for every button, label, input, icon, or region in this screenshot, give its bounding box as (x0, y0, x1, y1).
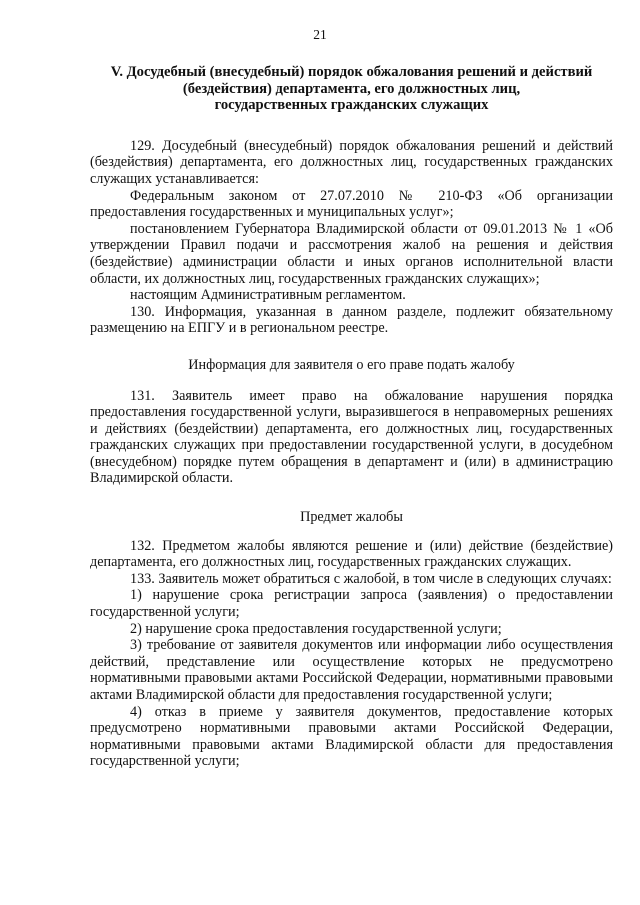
paragraph-133: 133. Заявитель может обратиться с жалобой, в том числе в следующих случаях: (130, 570, 612, 587)
list-item-4: 4) отказ в приеме у заявителя документов, предоставление которых предусмотрено нормативными правовыми актами Российской Федерации, нормативными правовыми актами Владимирской области для предоставления государственной услуги; (90, 703, 613, 770)
subheading-complaint-subject: Предмет жалобы (300, 509, 403, 526)
list-item-1: 1) нарушение срока регистрации запроса (заявления) о предоставлении государственной услуги; (90, 587, 613, 621)
paragraph-regulation: настоящим Административным регламентом. (130, 287, 406, 304)
list-item-3: 3) требование от заявителя документов или информации либо осуществления действий, представление или осуществление которых не предусмотрено нормативными правовыми актами Российской Федерации, нормативными правовыми актами Владимирской области для предоставления государственной услуги; (90, 637, 613, 703)
section-title (90, 64, 613, 114)
page-number: 21 (313, 27, 327, 42)
list-item-2: 2) нарушение срока предоставления государственной услуги; (130, 620, 502, 637)
paragraph-131: 131. Заявитель имеет право на обжалование нарушения порядка предоставления государственной услуги, выразившегося в неправомерных решениях и действиях (бездействии) департамента, его должностных лиц, государственных гражданских служащих при предоставлении государственной услуги, в досудебном (внесудебном) порядке путем обращения в департамент и (или) в администрацию Владимирской области. (90, 387, 613, 487)
section-title-line: V. Досудебный (внесудебный) порядок обжалования решений и действий (110, 64, 593, 80)
page-body (90, 64, 613, 770)
paragraph-130: 130. Информация, указанная в данном разделе, подлежит обязательному размещению на ЕПГУ и в региональном реестре. (90, 303, 613, 337)
appeal-procedure-block (90, 138, 613, 337)
right-to-complain-block (90, 388, 613, 488)
complaint-subject-block (90, 538, 613, 770)
subheading-right-to-complain: Информация для заявителя о его праве подать жалобу (188, 356, 515, 373)
paragraph-governor-decree: постановлением Губернатора Владимирской области от 09.01.2013 № 1 «Об утверждении Правил подачи и рассмотрения жалоб на решения и действия (бездействие) администрации области и иных органов исполнительной власти области, их должностных лиц, государственных гражданских служащих»; (90, 220, 613, 287)
paragraph-federal-law: Федеральным законом от 27.07.2010 № 210-ФЗ «Об организации предоставления государственных и муниципальных услуг»; (90, 187, 613, 221)
paragraph-132: 132. Предметом жалобы являются решение и (или) действие (бездействие) департамента, его должностных лиц, государственных гражданских служащих. (90, 537, 613, 571)
section-title-line: государственных гражданских служащих (214, 97, 489, 114)
section-title-line: (бездействия) департамента, его должностных лиц, (182, 80, 521, 97)
paragraph-129: 129. Досудебный (внесудебный) порядок обжалования решений и действий (бездействия) департамента, его должностных лиц, государственных гражданских служащих устанавливается: (90, 137, 613, 187)
